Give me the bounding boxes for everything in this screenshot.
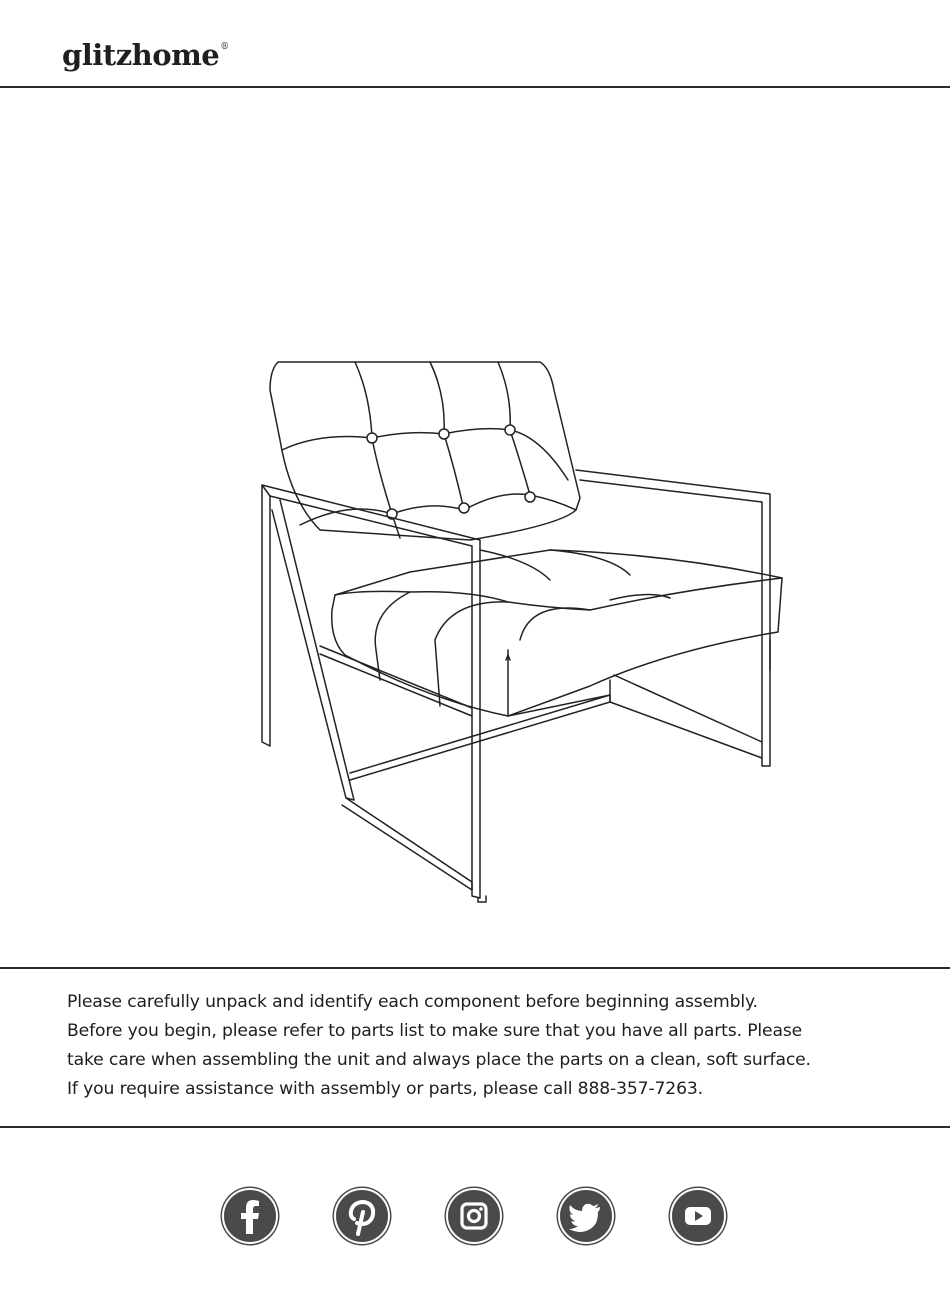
header-divider [0,86,950,88]
twitter-icon[interactable] [558,1188,614,1244]
instagram-icon[interactable] [446,1188,502,1244]
pinterest-icon[interactable] [334,1188,390,1244]
instructions-top-divider [0,967,950,969]
instructions-bottom-divider [0,1126,950,1128]
instruction-line: Please carefully unpack and identify each component before beginning assembly. [67,992,758,1012]
instruction-line: Before you begin, please refer to parts list to make sure that you have all parts. Please [67,1021,803,1041]
assembly-instructions [67,988,907,1104]
brand-logo [62,38,228,72]
youtube-icon[interactable] [670,1188,726,1244]
social-links [222,1188,728,1246]
chair-illustration [250,350,790,910]
instruction-line: take care when assembling the unit and always place the parts on a clean, soft surface. [67,1050,811,1070]
brand-name: glitzhome [62,38,220,72]
registered-mark: ® [220,42,229,52]
facebook-icon[interactable] [222,1188,278,1244]
instruction-line: If you require assistance with assembly or parts, please call 888-357-7263. [67,1079,703,1099]
